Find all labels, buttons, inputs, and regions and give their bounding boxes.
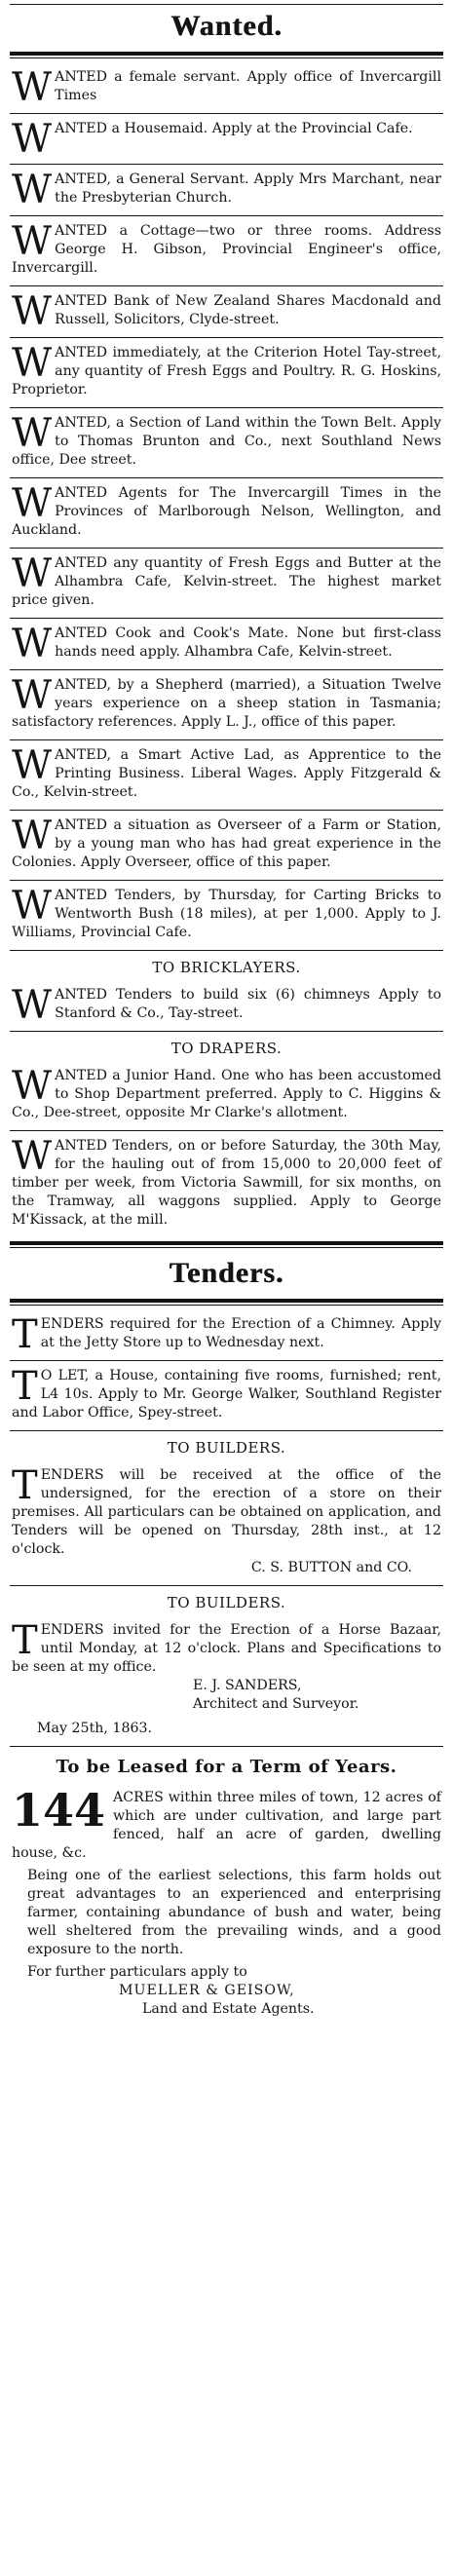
drapers-heading: TO DRAPERS. <box>170 1040 283 1057</box>
drop-letter: T <box>12 1618 38 1663</box>
drop-letter: W <box>12 219 53 264</box>
tenders-list <box>10 1309 443 1431</box>
ad-text: ACRES within three miles of town, 12 acres of which are under cultivation, and large part fenced, half an acre of garden, dwelling house, &c. <box>12 1790 441 1861</box>
drop-letter: W <box>12 168 53 212</box>
tenders-heading: Tenders. <box>169 1257 284 1289</box>
ad-text: ANTED a Cottage—two or three rooms. Address George H. Gibson, Provincial Engineer's office, Invercargill. <box>12 223 441 276</box>
ad-builders-store <box>10 1460 443 1586</box>
wanted-ad <box>10 881 443 951</box>
ad-text: ANTED Cook and Cook's Mate. None but first-class hands need apply. Alhambra Cafe, Kelvin-street. <box>55 625 441 660</box>
ad-text-2: Being one of the earliest selections, this farm holds out great advantages to an experienced and enterprising farmer, containing abundance of bush and water, being well sheltered from the prevailing winds, and a good exposure to the north. <box>27 1868 441 1957</box>
wanted-heading: Wanted. <box>170 10 283 42</box>
heading-rule <box>10 1299 443 1306</box>
drop-letter: W <box>12 1134 53 1179</box>
ad-date: May 25th, 1863. <box>37 1721 153 1736</box>
signature: C. S. BUTTON and CO. <box>250 1560 412 1575</box>
ad-text: ANTED any quantity of Fresh Eggs and Butter at the Alhambra Cafe, Kelvin-street. The highest market price given. <box>12 555 441 608</box>
drop-letter: W <box>12 65 53 110</box>
agent-name: MUELLER & GEISOW, <box>119 1983 295 1998</box>
signature-title: Architect and Surveyor. <box>193 1696 359 1712</box>
wanted-ad <box>10 114 443 165</box>
section-rule <box>10 1241 443 1248</box>
further-particulars: For further particulars apply to <box>27 1964 247 1980</box>
ad-text: ANTED Bank of New Zealand Shares Macdonald and Russell, Solicitors, Clyde-street. <box>55 293 441 327</box>
wanted-ad <box>10 478 443 549</box>
wanted-ad <box>10 670 443 740</box>
drop-letter: T <box>12 1312 38 1357</box>
ad-sawmill <box>10 1131 443 1237</box>
wanted-ad <box>10 549 443 619</box>
wanted-ad <box>10 740 443 811</box>
drop-letter: W <box>12 1064 53 1109</box>
builders-heading-1: TO BUILDERS. <box>167 1439 286 1457</box>
ad-text: O LET, a House, containing five rooms, furnished; rent, L4 10s. Apply to Mr. George Walker, Southland Register and Labor Office, Spey-street. <box>12 1368 441 1421</box>
ad-text: ENDERS will be received at the office of the undersigned, for the erection of a store on their premises. All particulars can be obtained on application, and Tenders will be opened on Thursday, 28th inst., at 12 o'clock. <box>12 1467 441 1557</box>
ad-text: ANTED, a Smart Active Lad, as Apprentice to the Printing Business. Liberal Wages. Apply Fitzgerald & Co., Kelvin-street. <box>12 747 441 800</box>
tender-ad <box>10 1361 443 1431</box>
drop-letter: W <box>12 411 53 456</box>
agent-title: Land and Estate Agents. <box>142 2001 315 2017</box>
builders-heading-2: TO BUILDERS. <box>167 1594 286 1611</box>
ad-builders-bazaar <box>10 1615 443 1747</box>
bricklayers-heading: TO BRICKLAYERS. <box>152 959 301 976</box>
wanted-ad <box>10 165 443 216</box>
drop-letter: T <box>12 1364 38 1409</box>
ad-text: ANTED Tenders, by Thursday, for Carting Bricks to Wentworth Bush (18 miles), at per 1,000. Apply to J. Williams, Provincial Cafe. <box>12 888 441 940</box>
heading-rule <box>10 52 443 58</box>
ad-text: ENDERS invited for the Erection of a Horse Bazaar, until Monday, at 12 o'clock. Plans and Specifications to be seen at my office. <box>12 1622 441 1675</box>
wanted-ad <box>10 216 443 286</box>
ad-text: ANTED, by a Shepherd (married), a Situation Twelve years experience on a sheep station in Tasmania; satisfactory references. Apply L. J., office of this paper. <box>12 677 441 730</box>
ad-drapers <box>10 1061 443 1131</box>
wanted-ad <box>10 619 443 670</box>
ad-text: ANTED, a General Servant. Apply Mrs Marchant, near the Presbyterian Church. <box>55 171 441 206</box>
lease-heading: To be Leased for a Term of Years. <box>56 1757 397 1777</box>
drop-letter: W <box>12 814 53 858</box>
ad-text: ANTED a situation as Overseer of a Farm or Station, by a young man who has had great experience in the Colonies. Apply Overseer, office of this paper. <box>12 817 441 870</box>
ad-lease <box>10 1783 443 2027</box>
drop-letter: W <box>12 884 53 928</box>
wanted-ad <box>10 286 443 338</box>
drop-letter: W <box>12 622 53 666</box>
drop-letter: W <box>12 481 53 526</box>
ad-text: ANTED a female servant. Apply office of Invercargill Times <box>55 69 441 103</box>
ad-text: ENDERS required for the Erection of a Chimney. Apply at the Jetty Store up to Wednesday next. <box>40 1316 441 1350</box>
tender-ad <box>10 1309 443 1361</box>
drop-letter: W <box>12 289 53 334</box>
ad-bricklayers <box>10 980 443 1032</box>
ad-text: ANTED a Junior Hand. One who has been accustomed to Shop Department preferred. Apply to C. Higgins & Co., Dee-street, opposite Mr Clarke's allotment. <box>12 1068 441 1120</box>
wanted-ad <box>10 408 443 478</box>
wanted-ad <box>10 338 443 408</box>
signature-name: E. J. SANDERS, <box>193 1678 302 1693</box>
ad-text: ANTED, a Section of Land within the Town Belt. Apply to Thomas Brunton and Co., next Southland News office, Dee street. <box>12 415 441 468</box>
wanted-ads-list <box>10 62 443 951</box>
drop-letter: W <box>12 743 53 788</box>
drop-letter: W <box>12 983 53 1028</box>
wanted-ad <box>10 811 443 881</box>
drop-letter: W <box>12 117 53 162</box>
drop-letter: T <box>12 1463 38 1508</box>
ad-text: ANTED Tenders, on or before Saturday, the 30th May, for the hauling out of from 15,000 to 20,000 feet of timber per week, from Victoria Sawmill, for six months, on the Tramway, all waggons supplied. Apply to George M'Kissack, at the mill. <box>12 1138 441 1228</box>
ad-text: ANTED Tenders to build six (6) chimneys Apply to Stanford & Co., Tay-street. <box>55 987 441 1021</box>
ad-text: ANTED a Housemaid. Apply at the Provincial Cafe. <box>55 121 413 136</box>
ad-text: ANTED immediately, at the Criterion Hotel Tay-street, any quantity of Fresh Eggs and Poultry. R. G. Hoskins, Proprietor. <box>12 345 441 398</box>
drop-letter: W <box>12 551 53 596</box>
drop-letter: W <box>12 673 53 718</box>
lease-acres-number: 144 <box>12 1784 106 1837</box>
drop-letter: W <box>12 341 53 386</box>
wanted-ad <box>10 62 443 114</box>
ad-text: ANTED Agents for The Invercargill Times in the Provinces of Marlborough Nelson, Wellington, and Auckland. <box>12 485 441 538</box>
